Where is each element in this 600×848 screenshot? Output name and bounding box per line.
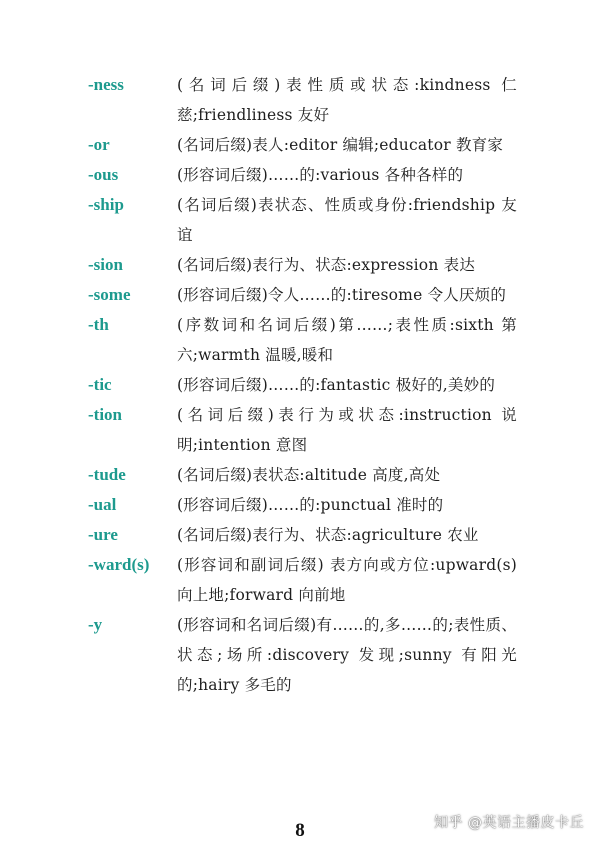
suffix-term: -ure [88, 525, 118, 544]
suffix-term: -tion [88, 405, 122, 424]
suffix-definition: (形容词后缀)……的:punctual 准时的 [177, 496, 444, 514]
entry-ous [0, 160, 600, 190]
suffix-term: -or [88, 135, 110, 154]
suffix-term: -ous [88, 165, 119, 184]
page-number: 8 [295, 820, 305, 841]
entry-ship [0, 190, 600, 250]
suffix-term: -th [88, 315, 109, 334]
suffix-definition: (名词后缀)表人:editor 编辑;educator 教育家 [177, 136, 504, 154]
suffix-definition: (名词后缀)表行为、状态:expression 表达 [177, 256, 476, 274]
suffix-definition: (名词后缀)表行为、状态:agriculture 农业 [177, 526, 479, 544]
entry-ness [0, 70, 600, 130]
suffix-definition: (形容词后缀)……的:various 各种各样的 [177, 166, 464, 184]
suffix-definition: (形容词和副词后缀) 表方向或方位:upward(s) 向上地;forward 向前地 [177, 556, 517, 604]
suffix-definition: (形容词后缀)令人……的:tiresome 令人厌烦的 [177, 286, 507, 304]
entry-tion [0, 400, 600, 460]
entry-y [0, 610, 600, 700]
suffix-definition: (名词后缀)表状态、性质或身份:friendship 友谊 [177, 196, 517, 244]
suffix-term: -tude [88, 465, 126, 484]
suffix-list [0, 70, 600, 700]
entry-some [0, 280, 600, 310]
suffix-term: -ship [88, 195, 124, 214]
suffix-term: -ual [88, 495, 117, 514]
entry-tic [0, 370, 600, 400]
entry-ual [0, 490, 600, 520]
entry-sion [0, 250, 600, 280]
entry-ure [0, 520, 600, 550]
suffix-definition: (形容词和名词后缀)有……的,多……的;表性质、状态;场所:discovery 发现;sunny 有阳光的;hairy 多毛的 [177, 616, 517, 694]
entry-ward-s [0, 550, 600, 610]
entry-tude [0, 460, 600, 490]
entry-or [0, 130, 600, 160]
suffix-term: -some [88, 285, 131, 304]
watermark: 知乎 @英语主播皮卡丘 [434, 815, 584, 831]
suffix-term: -ness [88, 75, 124, 94]
suffix-term: -ward(s) [88, 555, 150, 574]
suffix-definition: (名词后缀)表行为或状态:instruction 说明;intention 意图 [177, 406, 517, 454]
suffix-definition: (名词后缀)表性质或状态:kindness 仁慈;friendliness 友好 [177, 76, 517, 124]
suffix-definition: (名词后缀)表状态:altitude 高度,高处 [177, 466, 441, 484]
suffix-term: -tic [88, 375, 112, 394]
suffix-term: -sion [88, 255, 123, 274]
suffix-term: -y [88, 615, 103, 634]
suffix-definition: (序数词和名词后缀)第……;表性质:sixth 第六;warmth 温暖,暖和 [177, 316, 517, 364]
entry-th [0, 310, 600, 370]
suffix-definition: (形容词后缀)……的:fantastic 极好的,美妙的 [177, 376, 496, 394]
